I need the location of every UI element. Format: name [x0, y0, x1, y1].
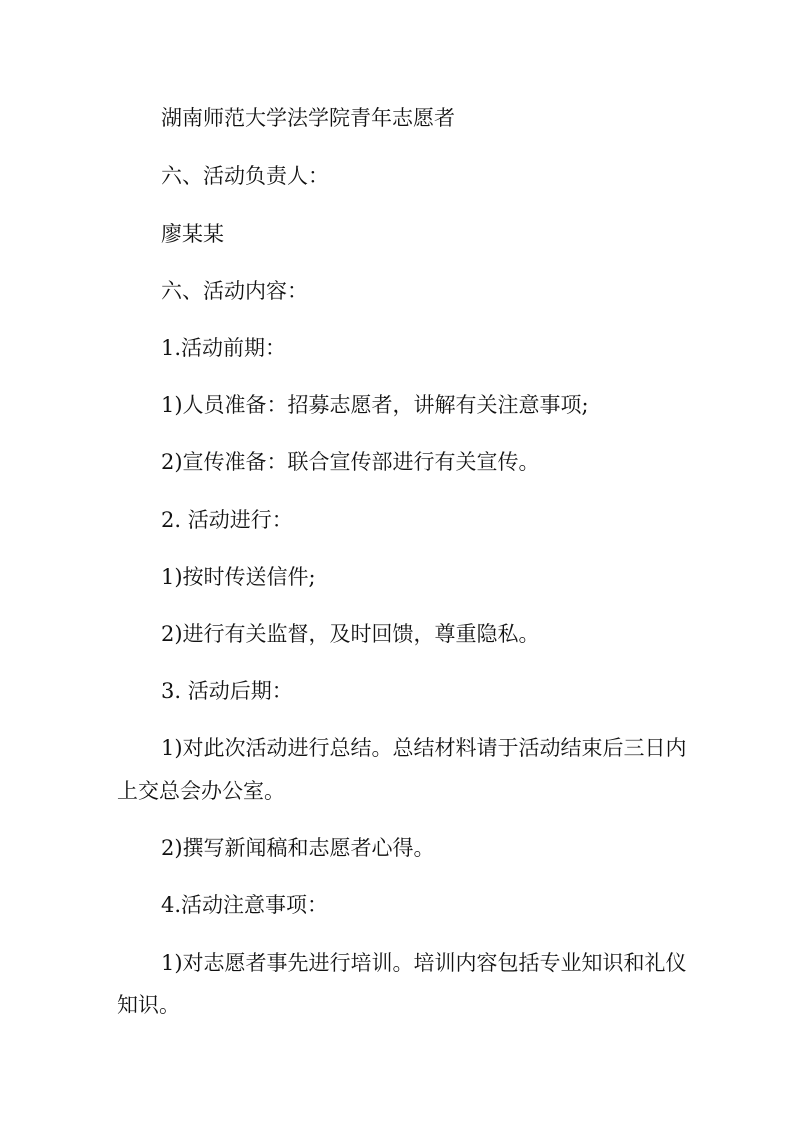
list-item: 2)进行有关监督，及时回馈，尊重隐私。	[161, 622, 540, 646]
phase-heading-notes: 4.活动注意事项：	[161, 893, 329, 917]
list-item: 1)按时传送信件;	[161, 565, 316, 589]
leader-name: 廖某某	[161, 222, 224, 246]
phase-heading-early: 1.活动前期：	[161, 336, 287, 360]
list-item: 2)宣传准备：联合宣传部进行有关宣传。	[161, 450, 540, 474]
list-item: 2)撰写新闻稿和志愿者心得。	[161, 836, 435, 860]
phase-heading-late: 3. 活动后期：	[161, 679, 293, 703]
list-item: 1)对此次活动进行总结。总结材料请于活动结束后三日内	[161, 736, 687, 760]
organizer-line: 湖南师范大学法学院青年志愿者	[161, 106, 455, 130]
section-heading-content: 六、活动内容：	[161, 279, 308, 303]
list-item: 1)对志愿者事先进行培训。培训内容包括专业知识和礼仪	[161, 951, 687, 975]
list-item-continuation: 上交总会办公室。	[117, 779, 285, 803]
section-heading-leader: 六、活动负责人：	[161, 164, 329, 188]
phase-heading-ongoing: 2. 活动进行：	[161, 508, 293, 532]
list-item: 1)人员准备：招募志愿者，讲解有关注意事项;	[161, 393, 589, 417]
list-item-continuation: 知识。	[117, 993, 180, 1017]
